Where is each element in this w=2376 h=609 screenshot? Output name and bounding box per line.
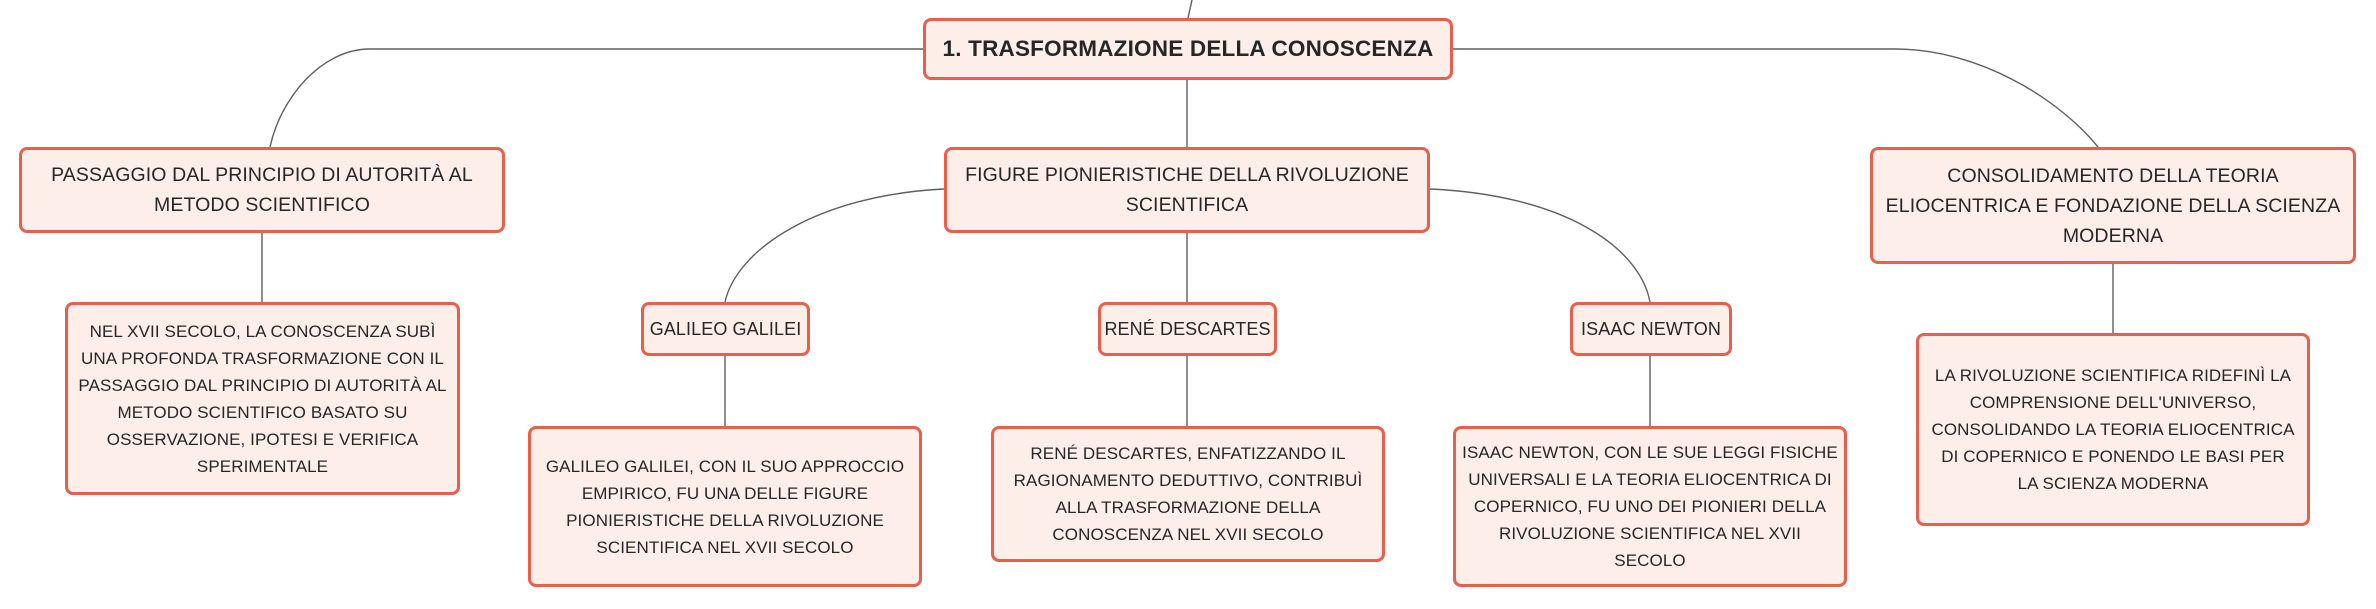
- subtopic-newton-label: ISAAC NEWTON: [1581, 318, 1721, 339]
- subtopic-descartes-label: RENÉ DESCARTES: [1104, 318, 1271, 339]
- detail-passaggio-node[interactable]: [65, 302, 460, 495]
- subtopic-descartes-node[interactable]: [1098, 302, 1277, 356]
- detail-galileo-node[interactable]: [528, 426, 922, 587]
- detail-consolidamento-node[interactable]: [1916, 333, 2310, 526]
- topic-figure-node[interactable]: [944, 147, 1430, 233]
- detail-descartes-node[interactable]: [991, 426, 1385, 562]
- topic-passaggio-node[interactable]: [19, 147, 505, 233]
- root-topic-label: 1. TRASFORMAZIONE DELLA CONOSCENZA: [942, 36, 1434, 61]
- detail-newton-node[interactable]: [1453, 426, 1847, 587]
- subtopic-newton-node[interactable]: [1570, 302, 1732, 356]
- root-topic-node[interactable]: [923, 18, 1453, 80]
- connector-figure-to-galileo: [725, 189, 944, 302]
- connector-figure-to-newton: [1430, 189, 1650, 302]
- detail-descartes-text: RENÉ DESCARTES, ENFATIZZANDO IL RAGIONAMENTO DEDUTTIVO, CONTRIBUÌ ALLA TRASFORMAZIONE DELLA CONOSCENZA NEL XVII SECOLO: [1013, 444, 1363, 544]
- connector-parent-to-root: [1188, 0, 1192, 18]
- detail-newton-text: ISAAC NEWTON, CON LE SUE LEGGI FISICHE UNIVERSALI E LA TEORIA ELIOCENTRICA DI COPERNICO, FU UNO DEI PIONIERI DELLA RIVOLUZIONE SCIENTIFICA NEL XVII SECOLO: [1462, 443, 1838, 570]
- topic-consolidamento-node[interactable]: [1870, 147, 2356, 264]
- connector-root-to-consolidamento: [1453, 49, 2098, 147]
- subtopic-galileo-label: GALILEO GALILEI: [649, 318, 802, 339]
- detail-consolidamento-text: LA RIVOLUZIONE SCIENTIFICA RIDEFINÌ LA COMPRENSIONE DELL'UNIVERSO, CONSOLIDANDO LA TEORIA ELIOCENTRICA DI COPERNICO E PONENDO LE BASI PER LA SCIENZA MODERNA: [1931, 366, 2295, 493]
- detail-passaggio-text: NEL XVII SECOLO, LA CONOSCENZA SUBÌ UNA PROFONDA TRASFORMAZIONE CON IL PASSAGGIO DAL PRINCIPIO DI AUTORITÀ AL METODO SCIENTIFICO BASATO SU OSSERVAZIONE, IPOTESI E VERIFICA SPERIMENTALE: [78, 321, 447, 476]
- topic-passaggio-label: PASSAGGIO DAL PRINCIPIO DI AUTORITÀ AL METODO SCIENTIFICO: [51, 164, 473, 216]
- detail-galileo-text: GALILEO GALILEI, CON IL SUO APPROCCIO EMPIRICO, FU UNA DELLE FIGURE PIONIERISTICHE DELLA RIVOLUZIONE SCIENTIFICA NEL XVII SECOLO: [545, 456, 905, 557]
- connector-root-to-passaggio: [270, 49, 923, 147]
- topic-figure-label: FIGURE PIONIERISTICHE DELLA RIVOLUZIONE SCIENTIFICA: [965, 164, 1409, 216]
- subtopic-galileo-node[interactable]: [641, 302, 810, 356]
- topic-consolidamento-label: CONSOLIDAMENTO DELLA TEORIA ELIOCENTRICA E FONDAZIONE DELLA SCIENZA MODERNA: [1885, 164, 2341, 247]
